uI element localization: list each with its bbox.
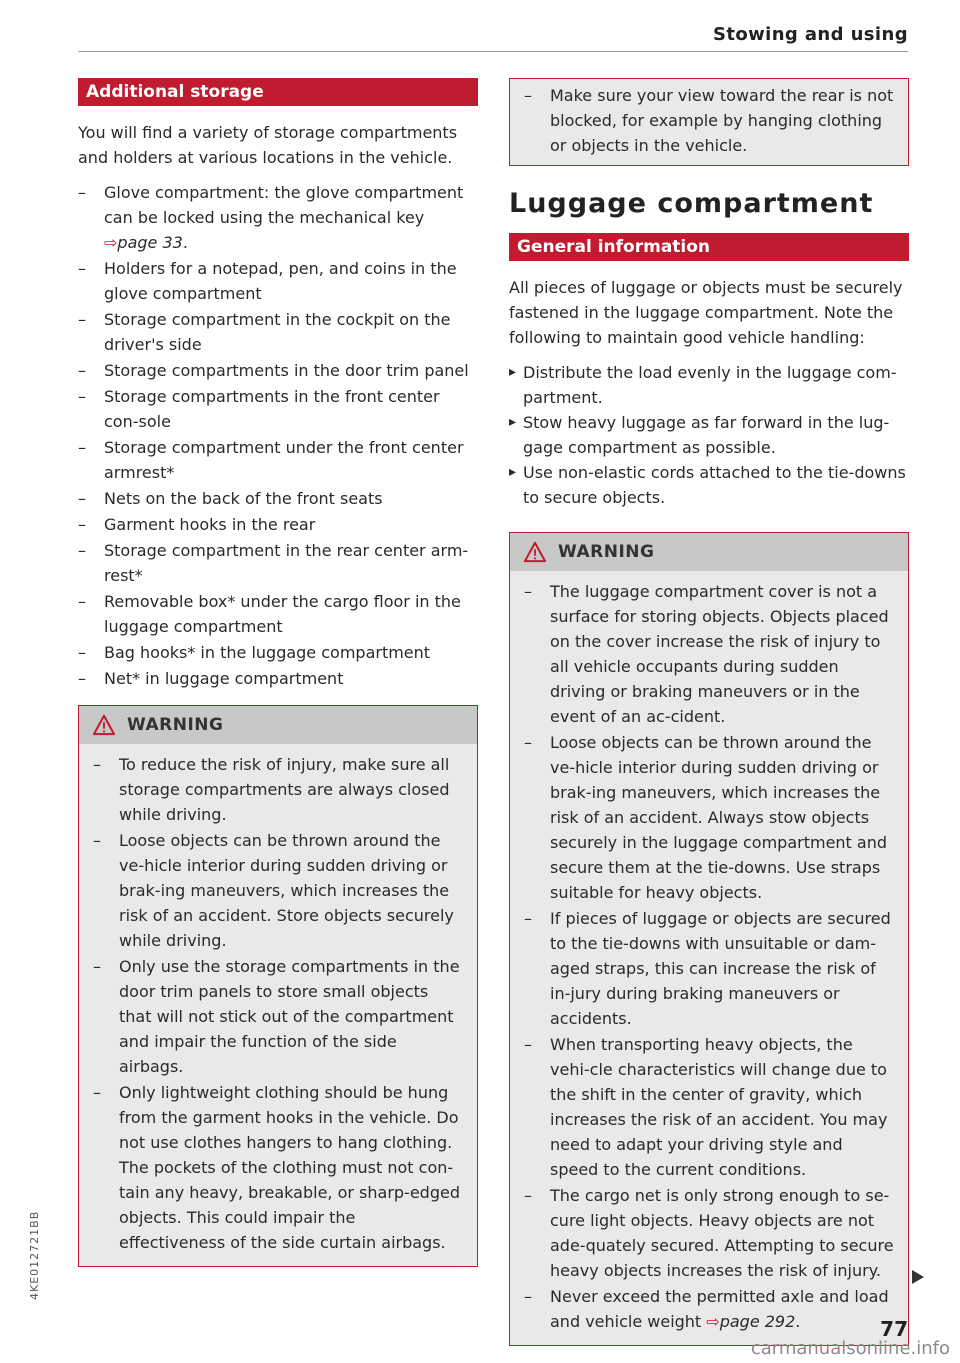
- note-item: – Make sure your view toward the rear is not blocked, for example by hanging clothing or objects in the vehicle.: [524, 83, 894, 158]
- list-item: [78, 307, 478, 357]
- left-column: [78, 78, 478, 1267]
- list-item: [78, 384, 478, 434]
- arrow-icon: ⇨: [706, 1312, 720, 1331]
- page-reference-link[interactable]: [706, 1312, 795, 1331]
- watermark: carmanualsonline.info: [750, 1338, 950, 1359]
- instruction-step: ▸ Distribute the load evenly in the luggage com-partment.: [509, 360, 909, 410]
- warning-title: WARNING: [558, 542, 655, 562]
- item-text: Bag hooks* in the luggage compartment: [104, 643, 431, 662]
- item-text: The cargo net is only strong enough to se-cure light objects. Heavy objects are not ade-quately secured. Attempting to secure heavy objects increases the risk of injury.: [550, 1186, 894, 1280]
- item-text: Storage compartment in the rear center arm-rest*: [104, 541, 469, 585]
- item-text: Storage compartment in the cockpit on the driver's side: [104, 310, 451, 354]
- rear-view-note: [509, 78, 909, 166]
- heading-general-information: General information: [509, 233, 909, 261]
- warning-item: – Loose objects can be thrown around the ve-hicle interior during sudden driving or brak-ing maneuvers, which increases the risk of an accident. Store objects securely while driving.: [93, 828, 463, 953]
- warning-triangle-icon: [524, 541, 546, 563]
- item-text: Removable box* under the cargo floor in the luggage compartment: [104, 592, 461, 636]
- page-reference-text: page 292: [719, 1312, 796, 1331]
- list-item: [78, 640, 478, 665]
- intro-paragraph: All pieces of luggage or objects must be securely fastened in the luggage compartment. Note the following to maintain good vehicle handling:: [509, 278, 903, 347]
- warning-body: [79, 744, 477, 1266]
- document-code: 4KE012721BB: [28, 1210, 41, 1300]
- instruction-step: ▸ Use non-elastic cords attached to the tie-downs to secure objects.: [509, 460, 909, 510]
- item-trailing: .: [182, 233, 188, 252]
- list-item: [78, 435, 478, 485]
- warning-body: [510, 571, 908, 1345]
- item-text: If pieces of luggage or objects are secured to the tie-downs with unsuitable or dam-aged straps, this can increase the risk of in-jury during braking maneuvers or accidents.: [550, 909, 891, 1028]
- warning-item: [524, 730, 894, 905]
- warning-header: [79, 706, 477, 744]
- warning-item: – To reduce the risk of injury, make sure all storage compartments are always closed while driving.: [93, 752, 463, 827]
- instruction-list: [509, 360, 909, 510]
- warning-item: – Only use the storage compartments in the door trim panels to store small objects that will not stick out of the compartment and impair the function of the side airbags.: [93, 954, 463, 1079]
- note-list: [524, 83, 894, 158]
- item-text: Storage compartment under the front center armrest*: [104, 438, 464, 482]
- list-item: [78, 358, 478, 383]
- item-text: Holders for a notepad, pen, and coins in the glove compartment: [104, 259, 457, 303]
- header-rule: [78, 51, 908, 52]
- warning-item: [524, 1284, 894, 1334]
- warning-title: WARNING: [127, 715, 224, 735]
- warning-item: [524, 1183, 894, 1283]
- item-text: Storage compartments in the door trim panel: [104, 361, 469, 380]
- item-text: When transporting heavy objects, the vehi-cle characteristics will change due to the shift in the center of gravity, which increases the risk of an accident. You may need to adapt your driving style and speed to the current conditions.: [550, 1035, 888, 1179]
- warning-item: – Only lightweight clothing should be hung from the garment hooks in the vehicle. Do not use clothes hangers to hang clothing. The pockets of the clothing must not con-tain any heavy, breakable, or sharp-edged objects. This could impair the effectiveness of the side curtain airbags.: [93, 1080, 463, 1255]
- list-item: [78, 180, 478, 255]
- item-text: Net* in luggage compartment: [104, 669, 344, 688]
- page-number: 77: [880, 1317, 908, 1341]
- item-text: Nets on the back of the front seats: [104, 489, 383, 508]
- list-item: [78, 256, 478, 306]
- page-title-luggage-compartment: Luggage compartment: [509, 188, 874, 219]
- instruction-step: ▸ Stow heavy luggage as far forward in the lug-gage compartment as possible.: [509, 410, 909, 460]
- item-trailing: .: [795, 1312, 801, 1331]
- warning-triangle-icon: [93, 714, 115, 736]
- warning-box-luggage: [509, 532, 909, 1346]
- right-column: [509, 78, 909, 1346]
- page-reference-text: page 33: [117, 233, 183, 252]
- storage-list: [78, 180, 478, 691]
- list-item: [78, 486, 478, 511]
- item-text: Never exceed the permitted axle and load and vehicle weight: [550, 1287, 889, 1331]
- item-text: Loose objects can be thrown around the ve-hicle interior during sudden driving or brak-ing maneuvers, which increases the risk of an accident. Always stow objects securely in the luggage compartment and secure them at the tie-downs. Use straps suitable for heavy objects.: [550, 733, 888, 902]
- list-item: [78, 512, 478, 537]
- warning-header: [510, 533, 908, 571]
- page-reference-link[interactable]: [104, 233, 183, 252]
- warning-item: [524, 1032, 894, 1182]
- continue-arrow-icon: [912, 1270, 924, 1284]
- intro-paragraph: You will find a variety of storage compartments and holders at various locations in the vehicle.: [78, 123, 458, 167]
- item-text: Storage compartments in the front center con-sole: [104, 387, 440, 431]
- warning-item: [524, 906, 894, 1031]
- list-item: [78, 538, 478, 588]
- list-item: [78, 589, 478, 639]
- arrow-icon: ⇨: [104, 233, 118, 252]
- warning-box-storage: [78, 705, 478, 1267]
- item-text: Garment hooks in the rear: [104, 515, 316, 534]
- item-text: The luggage compartment cover is not a surface for storing objects. Objects placed on the cover increase the risk of injury to all vehicle occupants during sudden driving or braking maneuvers or in the event of an ac-cident.: [550, 582, 889, 726]
- heading-additional-storage: Additional storage: [78, 78, 478, 106]
- warning-list: [524, 579, 894, 1334]
- section-title: Stowing and using: [712, 24, 908, 45]
- warning-list: [93, 752, 463, 1255]
- list-item: [78, 666, 478, 691]
- item-text: Glove compartment: the glove compartment can be locked using the mechanical key: [104, 183, 464, 227]
- warning-item: [524, 579, 894, 729]
